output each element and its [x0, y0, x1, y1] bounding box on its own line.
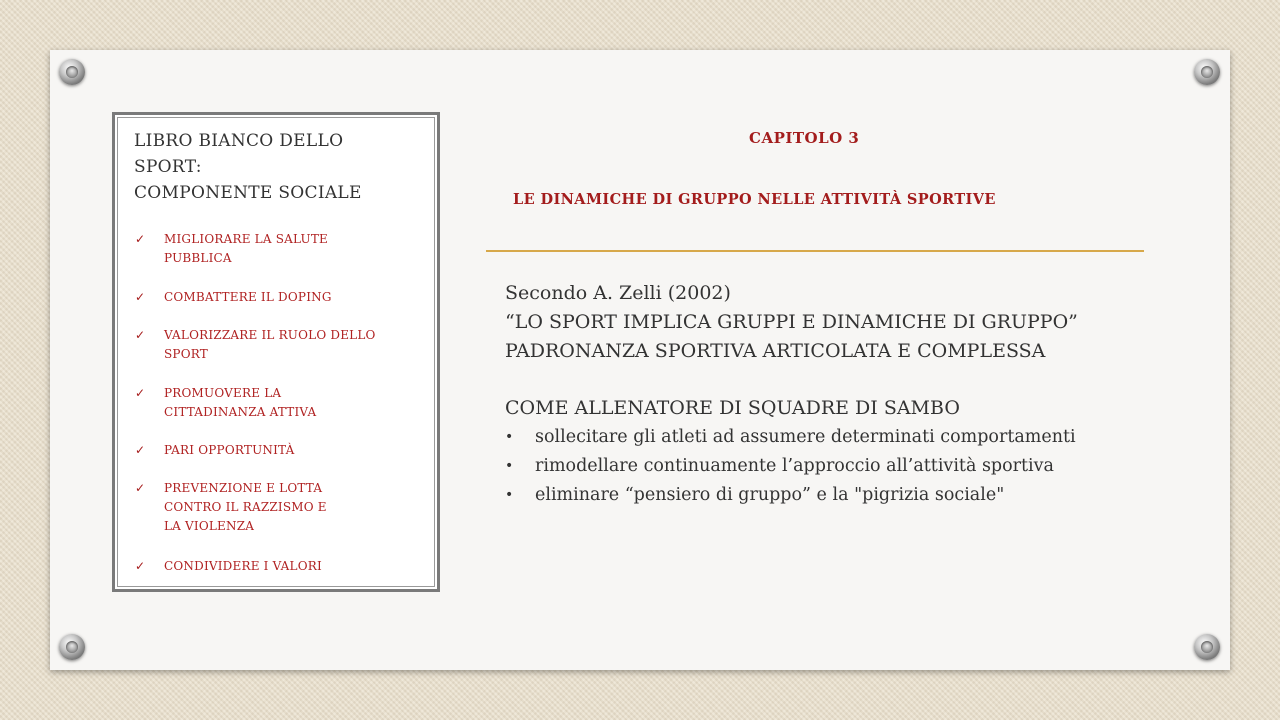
check-icon: ✓: [135, 232, 146, 246]
list-item-label: PROMUOVERE LA CITTADINANZA ATTIVA: [164, 386, 317, 419]
sidebar-title-line: SPORT:: [134, 157, 202, 177]
list-item-label: CONDIVIDERE I VALORI: [164, 559, 322, 573]
rivet-icon: [1194, 634, 1220, 660]
check-icon: ✓: [135, 386, 146, 400]
bullet-icon: •: [505, 487, 514, 503]
bullet-text: rimodellare continuamente l’approccio all’attività sportiva: [535, 456, 1054, 476]
rivet-icon: [1194, 59, 1220, 85]
citation-line: Secondo A. Zelli (2002): [505, 282, 731, 304]
list-item-label: MIGLIORARE LA SALUTE PUBBLICA: [164, 232, 328, 265]
list-item-label: COMBATTERE IL DOPING: [164, 290, 332, 304]
check-icon: ✓: [135, 290, 146, 304]
check-icon: ✓: [135, 559, 146, 573]
rivet-icon: [59, 634, 85, 660]
check-icon: ✓: [135, 328, 146, 342]
list-item-label: PREVENZIONE E LOTTA CONTRO IL RAZZISMO E LA VIOLENZA: [164, 481, 327, 533]
bullet-text: sollecitare gli atleti ad assumere determinati comportamenti: [535, 427, 1076, 447]
statement-line: PADRONANZA SPORTIVA ARTICOLATA E COMPLESSA: [505, 340, 1046, 362]
rivet-icon: [59, 59, 85, 85]
chapter-title: CAPITOLO 3: [749, 129, 860, 147]
sidebar-title-line: LIBRO BIANCO DELLO: [134, 131, 344, 151]
quote-line: “LO SPORT IMPLICA GRUPPI E DINAMICHE DI GRUPPO”: [505, 311, 1078, 333]
sidebar-title-line: COMPONENTE SOCIALE: [134, 183, 362, 203]
sidebar-title: [134, 128, 362, 206]
list-item-label: VALORIZZARE IL RUOLO DELLO SPORT: [164, 328, 376, 361]
check-icon: ✓: [135, 443, 146, 457]
sidebar-box: [112, 112, 440, 592]
list-item-label: PARI OPPORTUNITÀ: [164, 443, 295, 457]
bullet-text: eliminare “pensiero di gruppo” e la "pigrizia sociale": [535, 485, 1005, 505]
chapter-subtitle: LE DINAMICHE DI GRUPPO NELLE ATTIVITÀ SPORTIVE: [513, 191, 996, 208]
bullet-icon: •: [505, 429, 514, 445]
check-icon: ✓: [135, 481, 146, 495]
coach-heading: COME ALLENATORE DI SQUADRE DI SAMBO: [505, 397, 960, 419]
bullet-icon: •: [505, 458, 514, 474]
divider: [486, 250, 1144, 252]
